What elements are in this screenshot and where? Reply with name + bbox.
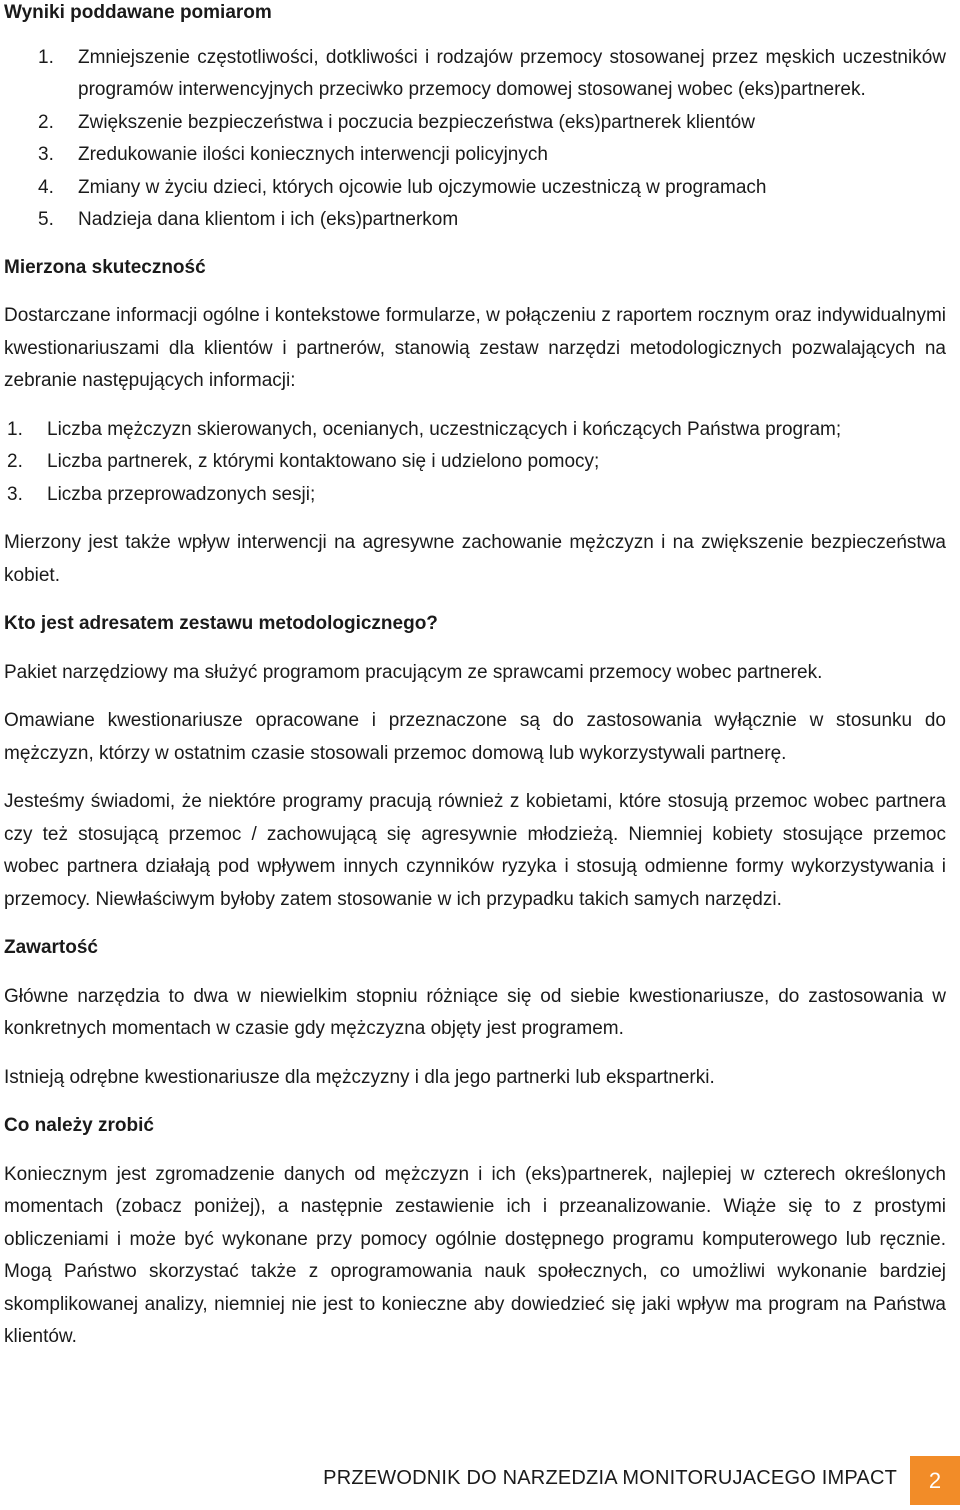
list-number: 5. [38, 209, 54, 230]
results-list [4, 42, 946, 237]
list-text: Zmiany w życiu dzieci, których ojcowie lub ojczymowie uczestniczą w programach [78, 176, 767, 198]
list-item [4, 204, 946, 237]
list-item [4, 139, 946, 172]
list-item [4, 107, 946, 140]
document-page [4, 0, 946, 1354]
list-text: Liczba mężczyzn skierowanych, ocenianych, uczestniczących i kończących Państwa program; [47, 418, 842, 440]
audience-paragraph-1: Pakiet narzędziowy ma służyć programom pracującym ze sprawcami przemocy wobec partnerek. [4, 661, 823, 683]
list-number: 3. [38, 144, 54, 165]
effectiveness-heading: Mierzona skuteczność [4, 256, 206, 278]
list-number: 1. [38, 46, 54, 68]
list-number: 2. [7, 451, 23, 472]
list-number: 4. [38, 176, 54, 198]
audience-paragraph-2: Omawiane kwestionariusze opracowane i przeznaczone są do zastosowania wyłącznie w stosunku do mężczyzn, którzy w ostatnim czasie stosowali przemoc domową lub wykorzystywali partnerę. [4, 710, 946, 764]
effectiveness-list [0, 414, 946, 512]
contents-paragraph-1: Główne narzędzia to dwa w niewielkim stopniu różniące się od siebie kwestionariusze, do zastosowania w konkretnych momentach w czasie gdy mężczyzna objęty jest programem. [4, 985, 946, 1039]
audience-paragraph-3: Jesteśmy świadomi, że niektóre programy pracują również z kobietami, które stosują przemoc wobec partnera czy też stosującą przemoc / zachowującą się agresywnie młodzieżą. Niemniej kobiety stosujące przemoc wobec partnera działają pod wpływem innych czynników ryzyka i stosują odmienne formy wykorzystywania i przemocy. Niewłaściwym byłoby zatem stosowanie w ich przypadku takich samych narzędzi. [4, 791, 946, 910]
contents-paragraph-2: Istnieją odrębne kwestionariusze dla mężczyzny i dla jego partnerki lub ekspartnerki. [4, 1066, 715, 1088]
page-number-badge: 2 [910, 1456, 960, 1505]
list-item [0, 446, 946, 479]
list-text: Zmniejszenie częstotliwości, dotkliwości i rodzajów przemocy stosowanej przez męskich uczestników programów interwencyjnych przeciwko przemocy domowej stosowanej wobec (eks)partnerek. [78, 46, 946, 100]
effectiveness-outro: Mierzony jest także wpływ interwencji na agresywne zachowanie mężczyzn i na zwiększenie bezpieczeństwa kobiet. [4, 532, 946, 586]
todo-heading: Co należy zrobić [4, 1115, 154, 1136]
list-number: 2. [38, 111, 54, 133]
list-text: Zredukowanie ilości koniecznych interwencji policyjnych [78, 144, 548, 165]
results-heading: Wyniki poddawane pomiarom [4, 2, 272, 23]
list-item [4, 172, 946, 205]
footer-title: PRZEWODNIK DO NARZEDZIA MONITORUJACEGO IMPACT [323, 1467, 897, 1489]
list-item [4, 42, 946, 107]
list-text: Liczba przeprowadzonych sesji; [47, 483, 316, 505]
todo-paragraph: Koniecznym jest zgromadzenie danych od mężczyzn i ich (eks)partnerek, najlepiej w czterech określonych momentach (zobacz poniżej), a następnie zestawienie ich i przeanalizowanie. Wiąże się to z prostymi obliczeniami i może być wykonane przy pomocy ogólnie dostępnego programu komputerowego lub ręcznie. Mogą Państwo skorzystać także z oprogramowania nauk społecznych, co umożliwi wykonanie bardziej skomplikowanej analizy, niemniej nie jest to konieczne aby dowiedzieć się jaki wpływ ma program na Państwa klientów. [4, 1163, 946, 1347]
list-item [0, 414, 946, 447]
list-number: 3. [7, 483, 23, 505]
list-item [0, 479, 946, 512]
audience-heading: Kto jest adresatem zestawu metodologicznego? [4, 613, 438, 634]
list-text: Nadzieja dana klientom i ich (eks)partnerkom [78, 209, 459, 230]
effectiveness-intro: Dostarczane informacji ogólne i kontekstowe formularze, w połączeniu z raportem rocznym oraz indywidualnymi kwestionariuszami dla klientów i partnerów, stanowią zestaw narzędzi metodologicznych pozwalających na zebranie następujących informacji: [4, 305, 946, 391]
page-footer [0, 1453, 960, 1505]
list-text: Zwiększenie bezpieczeństwa i poczucia bezpieczeństwa (eks)partnerek klientów [78, 111, 755, 133]
contents-heading: Zawartość [4, 937, 98, 958]
list-number: 1. [7, 418, 23, 440]
list-text: Liczba partnerek, z którymi kontaktowano się i udzielono pomocy; [47, 451, 600, 472]
